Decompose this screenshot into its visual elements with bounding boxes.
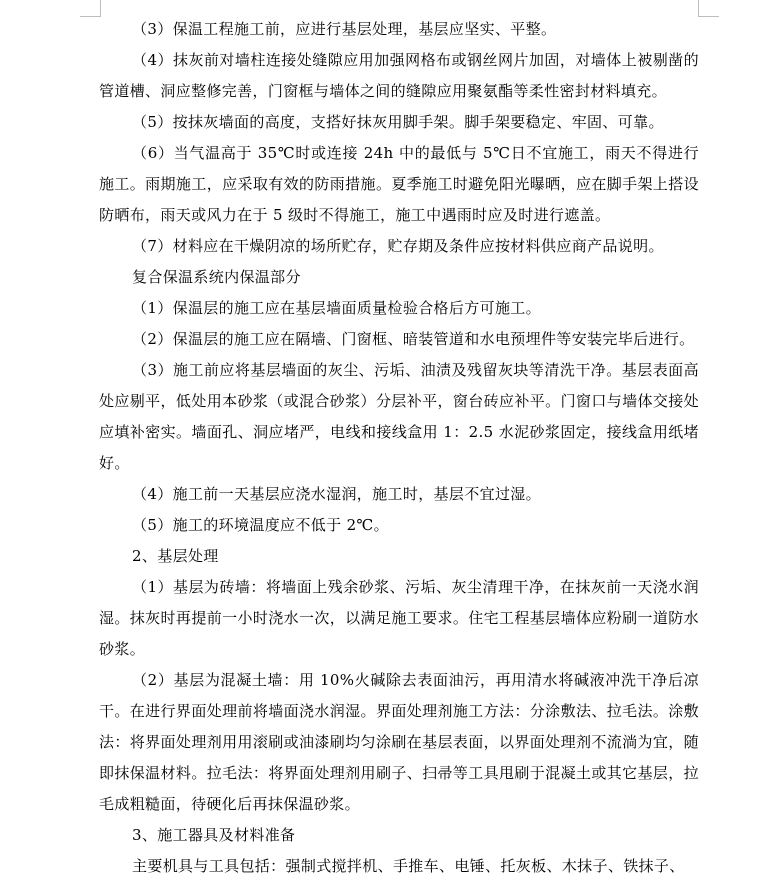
section-heading: 2、基层处理 (132, 547, 219, 565)
crop-mark-top-right (698, 16, 719, 17)
paragraph: （5）施工的环境温度应不低于 2℃。 (132, 516, 389, 534)
paragraph: （4）施工前一天基层应浇水湿润，施工时，基层不宜过湿。 (132, 485, 541, 503)
paragraph: （7）材料应在干燥阴凉的场所贮存，贮存期及条件应按材料供应商产品说明。 (132, 237, 664, 255)
paragraph: （3）保温工程施工前，应进行基层处理，基层应坚实、平整。 (132, 20, 557, 38)
section-heading: 3、施工器具及材料准备 (132, 826, 296, 844)
paragraph: （1）保温层的施工应在基层墙面质量检验合格后方可施工。 (132, 299, 541, 317)
paragraph: （2）基层为混凝土墙：用 10%火碱除去表面油污，再用清水将碱液冲洗干净后凉干。在进行界面处理前将墙面浇水润湿。界面处理剂施工方法：分涂敷法、拉毛法。涂敷法：将界面处理剂用用滚刷或油漆刷均匀涂刷在基层表面，以界面处理剂不流淌为宜，随即抹保温材料。拉毛法：将界面处理剂用刷子、扫帚等工具甩刷于混凝土或其它基层，拉毛成粗糙面，待硬化后再抹保温砂浆。 (99, 671, 699, 813)
paragraph: （5）按抹灰墙面的高度，支搭好抹灰用脚手架。脚手架要稳定、牢固、可靠。 (132, 113, 664, 131)
paragraph: 主要机具与工具包括：强制式搅拌机、手推车、电锤、托灰板、木抹子、铁抹子、 (132, 857, 685, 875)
paragraph: （4）抹灰前对墙柱连接处缝隙应用加强网格布或钢丝网片加固，对墙体上被剔凿的管道槽、洞应整修完善，门窗框与墙体之间的缝隙应用聚氨酯等柔性密封材料填充。 (99, 51, 699, 100)
paragraph: （2）保温层的施工应在隔墙、门窗框、暗装管道和水电预埋件等安装完毕后进行。 (132, 330, 695, 348)
paragraph: （6）当气温高于 35℃时或连接 24h 中的最低与 5℃日不宜施工，雨天不得进行施工。雨期施工，应采取有效的防雨措施。夏季施工时避免阳光曝晒，应在脚手架上搭设防晒布，雨天或风力在于 5 级时不得施工，施工中遇雨时应及时进行遮盖。 (99, 144, 699, 224)
paragraph: （3）施工前应将基层墙面的灰尘、污垢、油渍及残留灰块等清洗干净。基层表面高处应剔平，低处用本砂浆（或混合砂浆）分层补平，窗台砖应补平。门窗口与墙体交接处应填补密实。墙面孔、洞应堵严，电线和接线盒用 1：2.5 水泥砂浆固定，接线盒用纸堵好。 (99, 361, 699, 472)
document-body[interactable] (99, 14, 699, 882)
section-heading: 复合保温系统内保温部分 (132, 268, 301, 286)
crop-mark-top-left (80, 16, 101, 17)
paragraph: （1）基层为砖墙：将墙面上残余砂浆、污垢、灰尘清理干净，在抹灰前一天浇水润湿。抹灰时再提前一小时浇水一次，以满足施工要求。住宅工程基层墙体应粉刷一道防水砂浆。 (99, 578, 699, 658)
